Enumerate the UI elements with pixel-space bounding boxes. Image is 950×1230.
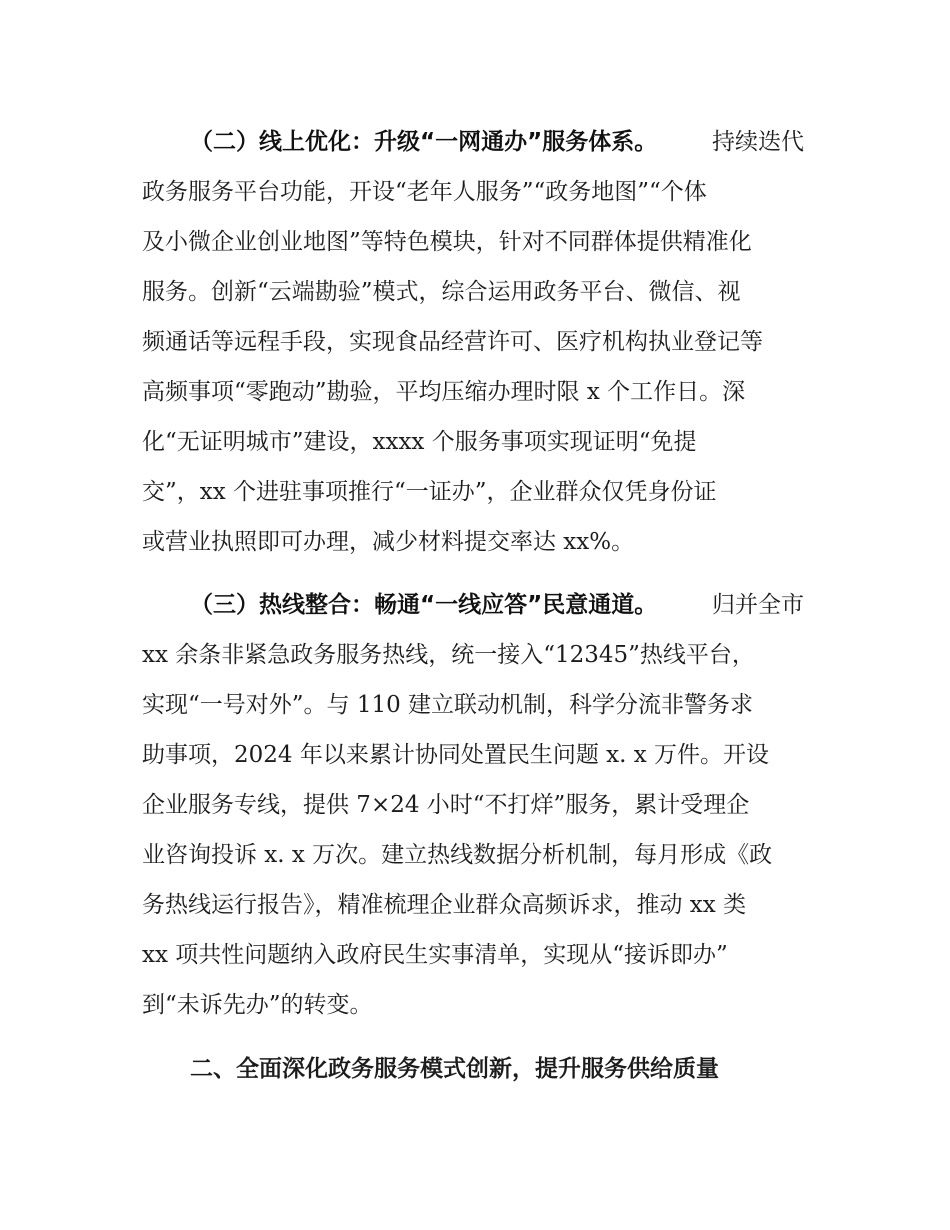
p2-line-3-text: 及小微企业创业地图”等特色模块，针对不同群体提供精准化 bbox=[142, 229, 752, 255]
p3-line-9-text: 到“未诉先办”的转变。 bbox=[142, 992, 373, 1018]
p2-line-4 bbox=[0, 267, 950, 317]
p2-line-2 bbox=[0, 167, 950, 217]
section-heading-text: 二、全面深化政务服务模式创新，提升服务供给质量 bbox=[190, 1056, 719, 1082]
p3-line-8 bbox=[0, 930, 950, 980]
p2-line-1 bbox=[0, 117, 950, 167]
p2-line-6 bbox=[0, 367, 950, 417]
p2-line-3 bbox=[0, 217, 950, 267]
p2-line-9-text: 或营业执照即可办理，减少材料提交率达 xx%。 bbox=[142, 529, 635, 555]
p3-line-4-text: 助事项，2024 年以来累计协同处置民生问题 x. x 万件。开设 bbox=[142, 742, 770, 768]
p3-line-8-text: xx 项共性问题纳入政府民生实事清单，实现从“接诉即办” bbox=[142, 942, 728, 968]
p3-line-5-text: 企业服务专线，提供 7×24 小时“不打烊”服务，累计受理企 bbox=[142, 792, 750, 818]
p2-line-6-text: 高频事项“零跑动”勘验，平均压缩办理时限 x 个工作日。深 bbox=[142, 379, 746, 405]
section-heading bbox=[0, 1044, 950, 1094]
p3-line-9 bbox=[0, 980, 950, 1030]
p2-line-8 bbox=[0, 467, 950, 517]
p2-line-7 bbox=[0, 417, 950, 467]
p3-line-4 bbox=[0, 730, 950, 780]
p3-line-7-text: 务热线运行报告》，精准梳理企业群众高频诉求，推动 xx 类 bbox=[142, 892, 747, 918]
p3-line-3 bbox=[0, 680, 950, 730]
p3-line-5 bbox=[0, 780, 950, 830]
p2-line-8-text: 交”，xx 个进驻事项推行“一证办”，企业群众仅凭身份证 bbox=[142, 479, 717, 505]
p3-line-6-text: 业咨询投诉 x. x 万次。建立热线数据分析机制，每月形成《政 bbox=[142, 842, 773, 868]
p3-line-2 bbox=[0, 630, 950, 680]
p2-line-1-text: 持续迭代 bbox=[712, 129, 804, 155]
p2-lead-heading: （二）线上优化：升级“一网通办”服务体系。 bbox=[190, 129, 658, 155]
p2-line-5-text: 频通话等远程手段，实现食品经营许可、医疗机构执业登记等 bbox=[142, 329, 763, 355]
p3-lead-heading: （三）热线整合：畅通“一线应答”民意通道。 bbox=[190, 592, 658, 618]
p2-line-5 bbox=[0, 317, 950, 367]
p2-line-4-text: 服务。创新“云端勘验”模式，综合运用政务平台、微信、视 bbox=[142, 279, 741, 305]
p3-line-6 bbox=[0, 830, 950, 880]
p2-line-9 bbox=[0, 517, 950, 567]
p3-line-1 bbox=[0, 580, 950, 630]
p3-line-2-text: xx 余条非紧急政务服务热线，统一接入“12345”热线平台， bbox=[142, 642, 755, 668]
p3-line-3-text: 实现“一号对外”。与 110 建立联动机制，科学分流非警务求 bbox=[142, 692, 754, 718]
p2-line-7-text: 化“无证明城市”建设，xxxx 个服务事项实现证明“免提 bbox=[142, 429, 697, 455]
p3-line-7 bbox=[0, 880, 950, 930]
p2-line-2-text: 政务服务平台功能，开设“老年人服务”“政务地图”“个体 bbox=[142, 179, 707, 205]
p3-line-1-text: 归并全市 bbox=[712, 592, 804, 618]
